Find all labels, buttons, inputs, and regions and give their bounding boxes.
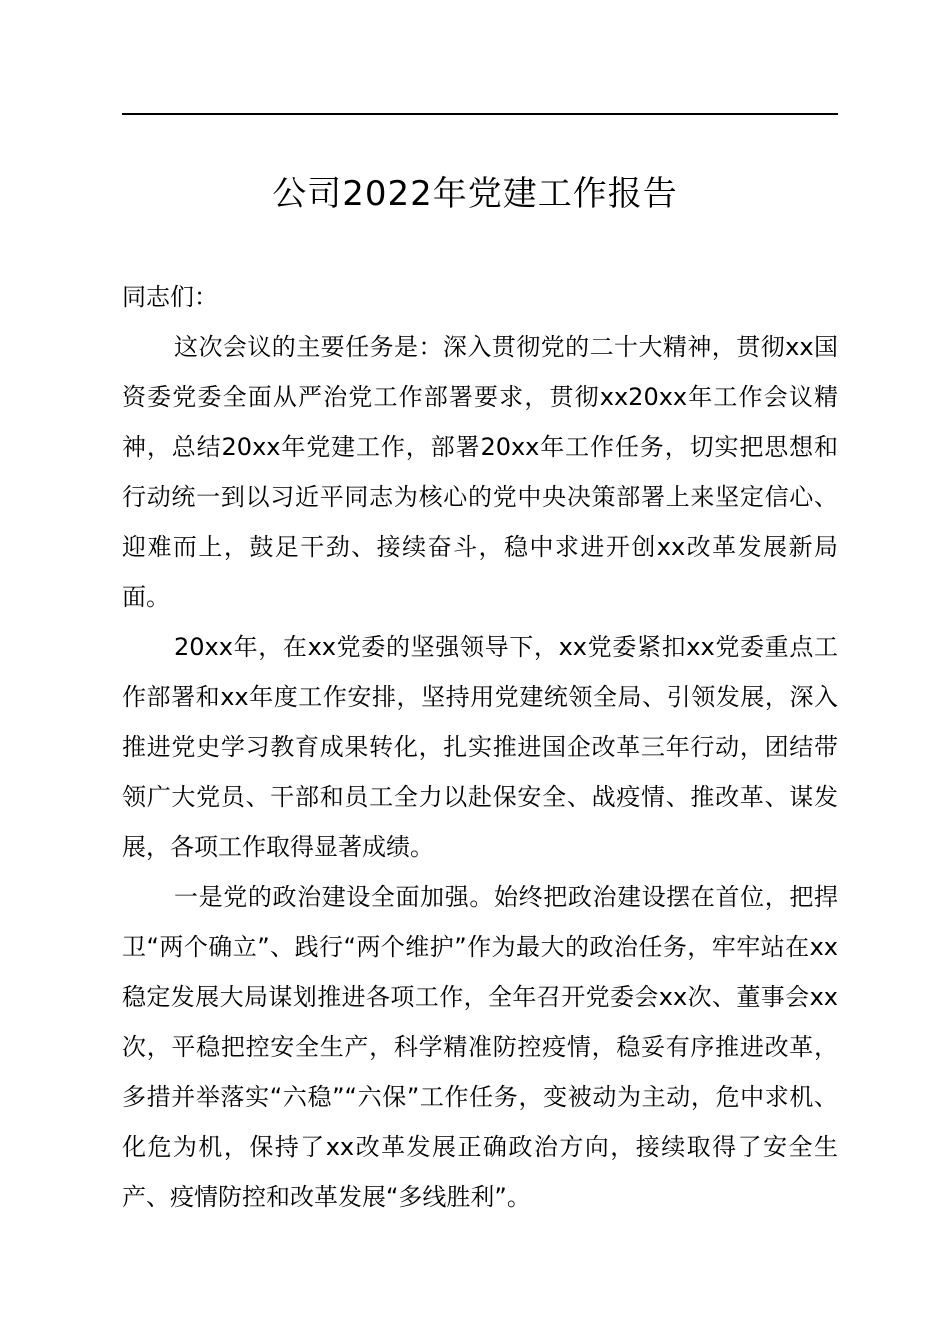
paragraph-political-construction: 一是党的政治建设全面加强。始终把政治建设摆在首位，把捍卫“两个确立”、践行“两个维护”作为最大的政治任务，牢牢站在xx稳定发展大局谋划推进各项工作，全年召开党委会xx次、董事会xx次，平稳把控安全生产，科学精准防控疫情，稳妥有序推进改革，多措并举落实“六稳”“六保”工作任务，变被动为主动，危中求机、化危为机，保持了xx改革发展正确政治方向，接续取得了安全生产、疫情防控和改革发展“多线胜利”。 [122, 883, 838, 1211]
document-title: 公司2022年党建工作报告 [272, 174, 678, 214]
salutation: 同志们： [122, 283, 218, 311]
paragraph-review: 20xx年，在xx党委的坚强领导下，xx党委紧扣xx党委重点工作部署和xx年度工作安排，坚持用党建统领全局、引领发展，深入推进党史学习教育成果转化，扎实推进国企改革三年行动，团结带领广大党员、干部和员工全力以赴保安全、战疫情、推改革、谋发展，各项工作取得显著成绩。 [122, 633, 838, 861]
header-rule [122, 113, 838, 115]
paragraph-intro: 这次会议的主要任务是：深入贯彻党的二十大精神，贯彻xx国资委党委全面从严治党工作部署要求，贯彻xx20xx年工作会议精神，总结20xx年党建工作，部署20xx年工作任务，切实把思想和行动统一到以习近平同志为核心的党中央决策部署上来坚定信心、迎难而上，鼓足干劲、接续奋斗，稳中求进开创xx改革发展新局面。 [122, 333, 838, 611]
document-body [122, 272, 838, 1222]
